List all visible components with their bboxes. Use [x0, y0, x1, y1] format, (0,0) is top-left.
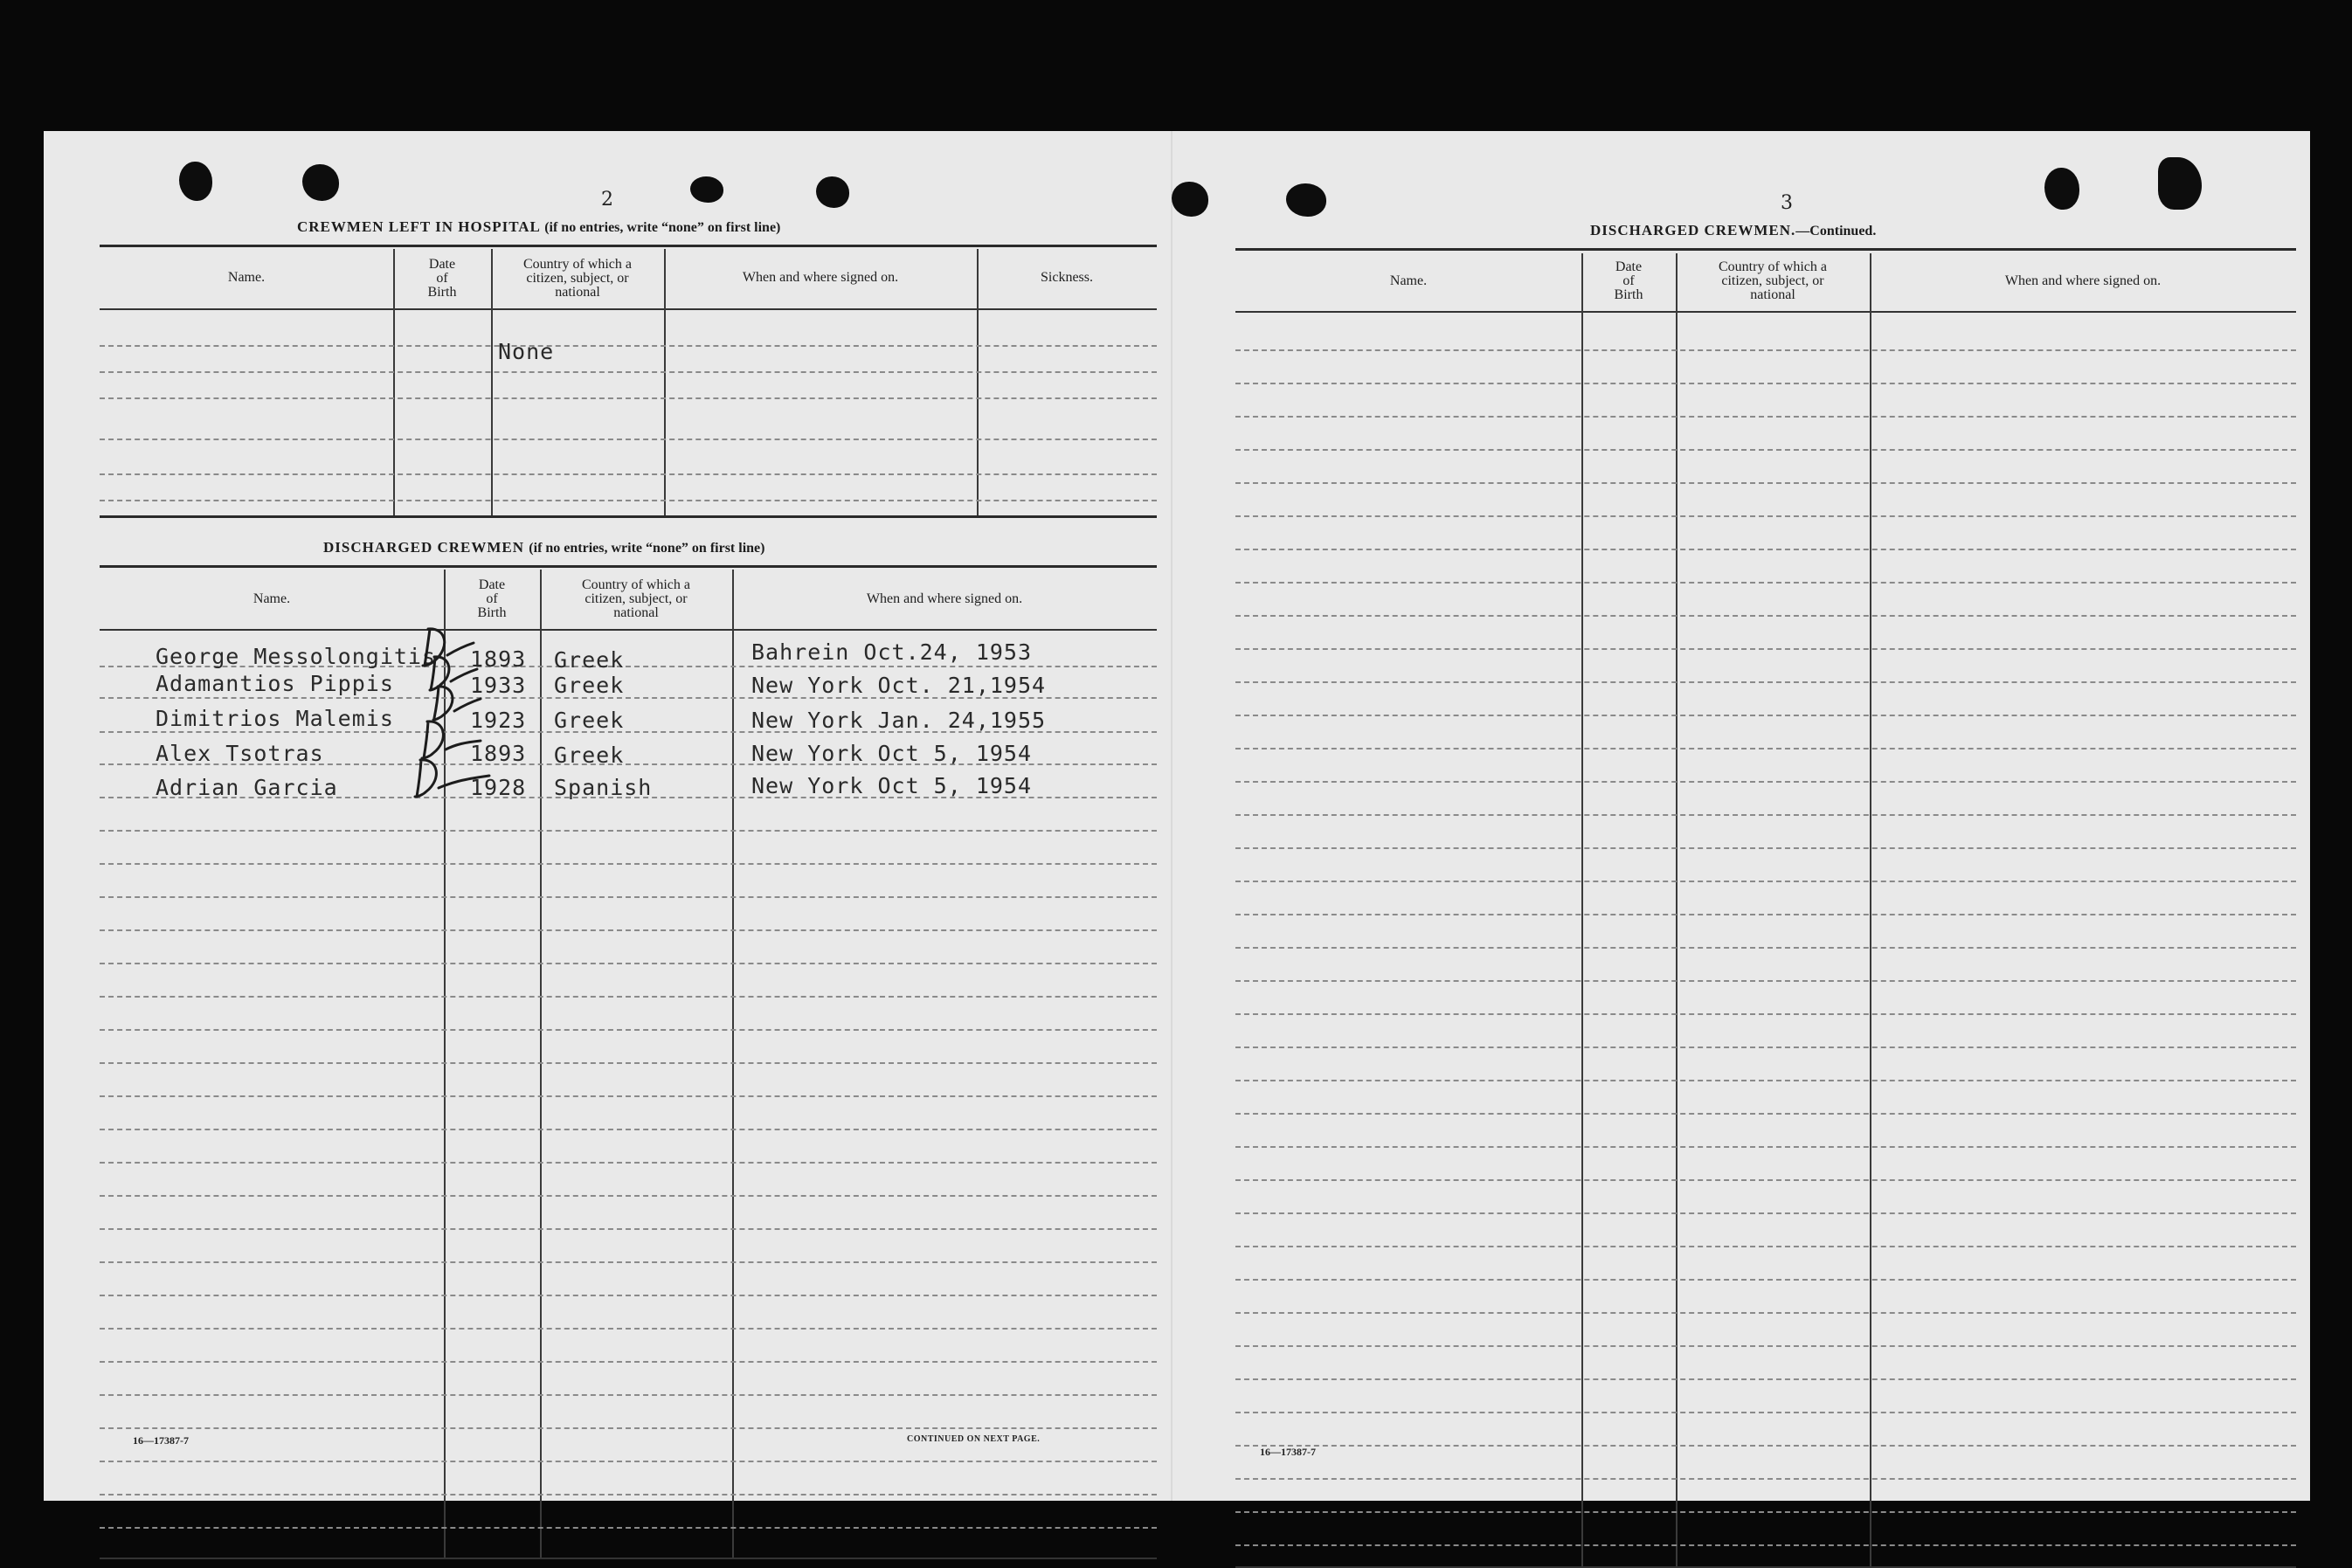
continued-entry-line	[1235, 1246, 2296, 1247]
discharged-entry-line	[100, 896, 1157, 898]
crewman-signed-on: New York Oct. 21,1954	[751, 673, 1047, 698]
discharged-header-rule	[100, 629, 1157, 631]
continued-entry-line	[1235, 1013, 2296, 1015]
discharge-mark	[433, 687, 481, 720]
discharged-entry-line	[100, 1394, 1157, 1396]
crewman-country: Spanish	[554, 775, 653, 800]
hospital-header-sickness: Sickness.	[1041, 270, 1093, 285]
hospital-title-note: (if no entries, write “none” on first line)	[544, 220, 781, 235]
continued-entry-line	[1235, 781, 2296, 783]
discharged-entry-line	[100, 1195, 1157, 1197]
crewman-country: Greek	[554, 743, 625, 768]
hospital-header-rule	[100, 308, 1157, 310]
hospital-entry-line	[100, 345, 1157, 347]
crewman-signed-on: New York Jan. 24,1955	[751, 708, 1047, 733]
continued-entry-line	[1235, 814, 2296, 816]
form-number-left: 16—17387-7	[133, 1434, 189, 1447]
discharged-header-dob: Date of Birth	[477, 577, 507, 620]
continued-entry-line	[1235, 383, 2296, 384]
continued-header-dob: Date of Birth	[1614, 259, 1643, 302]
binder-hole-8	[2158, 157, 2202, 210]
hospital-entry-line	[100, 439, 1157, 440]
continued-entry-line	[1235, 582, 2296, 584]
discharge-mark	[422, 722, 481, 758]
discharge-mark	[430, 657, 477, 690]
continued-header-country: Country of which a citizen, subject, or national	[1719, 259, 1827, 302]
binder-hole-6	[1286, 183, 1326, 217]
continued-entry-line	[1235, 715, 2296, 716]
continued-entry-line	[1235, 847, 2296, 849]
crewman-country: Greek	[554, 708, 625, 733]
hospital-none-entry: None	[498, 339, 555, 364]
discharged-entry-line	[100, 1527, 1157, 1529]
hospital-entry-line	[100, 500, 1157, 501]
continued-entry-line	[1235, 748, 2296, 749]
continued-entry-line	[1235, 1146, 2296, 1148]
continued-entry-line	[1235, 1113, 2296, 1115]
discharge-mark	[415, 760, 489, 797]
continued-entry-line	[1235, 349, 2296, 351]
continued-entry-line	[1235, 1544, 2296, 1546]
continued-entry-line	[1235, 914, 2296, 915]
crewman-signed-on: New York Oct 5, 1954	[751, 773, 1033, 798]
crewman-dob: 1893	[470, 741, 527, 766]
hospital-header-name: Name.	[227, 270, 266, 285]
hospital-title: CREWMEN LEFT IN HOSPITAL	[297, 218, 540, 235]
discharged-entry-line	[100, 1261, 1157, 1263]
continued-entry-line	[1235, 1312, 2296, 1314]
hospital-entry-line	[100, 473, 1157, 475]
continued-entry-line	[1235, 947, 2296, 949]
continued-entry-line	[1235, 549, 2296, 550]
crewman-name: George Messolongitis	[156, 644, 437, 669]
discharged-title-note: (if no entries, write “none” on first line)	[529, 541, 765, 556]
binder-hole-5	[1172, 182, 1208, 217]
discharged-entry-line	[100, 1295, 1157, 1296]
continued-entry-line	[1235, 1179, 2296, 1181]
hospital-header-dob: Date of Birth	[427, 257, 457, 300]
discharged-top-rule	[100, 565, 1157, 568]
continued-entry-line	[1235, 1212, 2296, 1214]
crewman-signed-on: Bahrein Oct.24, 1953	[751, 639, 1033, 665]
right-page	[1171, 131, 2310, 1501]
discharged-entry-line	[100, 1029, 1157, 1031]
discharged-entry-line	[100, 1328, 1157, 1330]
crewman-name: Alex Tsotras	[156, 741, 324, 766]
hospital-header-country: Country of which a citizen, subject, or national	[523, 257, 632, 300]
discharged-entry-line	[100, 1461, 1157, 1462]
continued-entry-line	[1235, 648, 2296, 650]
discharged-entry-line	[100, 929, 1157, 931]
hospital-header-signed: When and where signed on.	[742, 270, 899, 285]
continued-entry-line	[1235, 449, 2296, 451]
handwritten-discharge-marks	[393, 620, 507, 812]
hospital-section-title	[297, 218, 780, 236]
continued-entry-line	[1235, 980, 2296, 982]
crewman-name: Dimitrios Malemis	[156, 706, 394, 731]
hospital-entry-line	[100, 371, 1157, 373]
continued-entry-line	[1235, 1279, 2296, 1281]
crewman-dob: 1933	[470, 673, 527, 698]
page-number-right: 3	[1781, 192, 1793, 214]
binder-hole-3	[690, 176, 723, 203]
continued-top-rule	[1235, 248, 2296, 251]
document-paper	[44, 131, 2310, 1501]
discharged-entry-line	[100, 1162, 1157, 1164]
crewman-dob: 1923	[470, 708, 527, 733]
discharge-mark	[423, 629, 474, 666]
continued-header-signed: When and where signed on.	[2004, 273, 2162, 288]
continued-entry-line	[1235, 1445, 2296, 1447]
discharged-entry-line	[100, 963, 1157, 964]
discharged-entry-line	[100, 1129, 1157, 1130]
crewman-dob: 1928	[470, 775, 527, 800]
discharged-header-country: Country of which a citizen, subject, or national	[582, 577, 690, 620]
hospital-bottom-rule	[100, 515, 1157, 518]
binder-hole-4	[816, 176, 849, 208]
discharged-header-signed: When and where signed on.	[866, 591, 1023, 606]
discharged-header-name: Name.	[252, 591, 291, 606]
continued-entry-line	[1235, 1412, 2296, 1413]
continued-entry-line	[1235, 1478, 2296, 1480]
continued-entry-line	[1235, 1345, 2296, 1347]
continued-entry-line	[1235, 681, 2296, 683]
discharged-entry-line	[100, 830, 1157, 832]
continued-entry-line	[1235, 1511, 2296, 1513]
discharged-entry-line	[100, 1095, 1157, 1097]
binder-hole-1	[179, 162, 212, 201]
discharged-entry-line	[100, 1427, 1157, 1429]
discharged-continued-main: DISCHARGED CREWMEN.	[1590, 222, 1796, 238]
continued-header-rule	[1235, 311, 2296, 313]
discharged-entry-line	[100, 863, 1157, 865]
hospital-col-divider	[977, 249, 979, 515]
discharged-entry-line	[100, 1062, 1157, 1064]
continued-entry-line	[1235, 515, 2296, 517]
hospital-entry-line	[100, 397, 1157, 399]
continued-entry-line	[1235, 615, 2296, 617]
continued-header-name: Name.	[1389, 273, 1428, 288]
discharged-entry-line	[100, 1228, 1157, 1230]
continued-entry-line	[1235, 1080, 2296, 1081]
crewman-signed-on: New York Oct 5, 1954	[751, 741, 1033, 766]
crewman-country: Greek	[554, 673, 625, 698]
crewman-dob: 1893	[470, 646, 527, 672]
discharged-section-title	[323, 539, 764, 556]
discharged-continued-title	[1590, 222, 1876, 239]
continued-on-next-page-note: CONTINUED ON NEXT PAGE.	[907, 1434, 1041, 1444]
hospital-top-rule	[100, 245, 1157, 247]
page-number-left: 2	[601, 189, 613, 211]
binder-hole-7	[2044, 168, 2079, 210]
discharged-entry-line	[100, 1361, 1157, 1363]
continued-entry-line	[1235, 881, 2296, 882]
crewman-country: Greek	[554, 647, 625, 673]
left-page	[44, 131, 1171, 1501]
hospital-col-divider	[664, 249, 666, 515]
crewman-name: Adrian Garcia	[156, 775, 338, 800]
discharged-entry-line	[100, 1494, 1157, 1495]
form-number-right: 16—17387-7	[1260, 1446, 1316, 1458]
crewman-name: Adamantios Pippis	[156, 671, 394, 696]
continued-entry-line	[1235, 416, 2296, 418]
discharged-entry-line	[100, 996, 1157, 998]
continued-entry-line	[1235, 482, 2296, 484]
continued-entry-line	[1235, 1378, 2296, 1380]
left-page-bottom-rule	[100, 1558, 1157, 1559]
discharged-title: DISCHARGED CREWMEN	[323, 539, 525, 556]
binder-hole-2	[302, 164, 339, 201]
continued-entry-line	[1235, 1046, 2296, 1048]
discharged-continued-suffix: —Continued.	[1795, 224, 1877, 238]
